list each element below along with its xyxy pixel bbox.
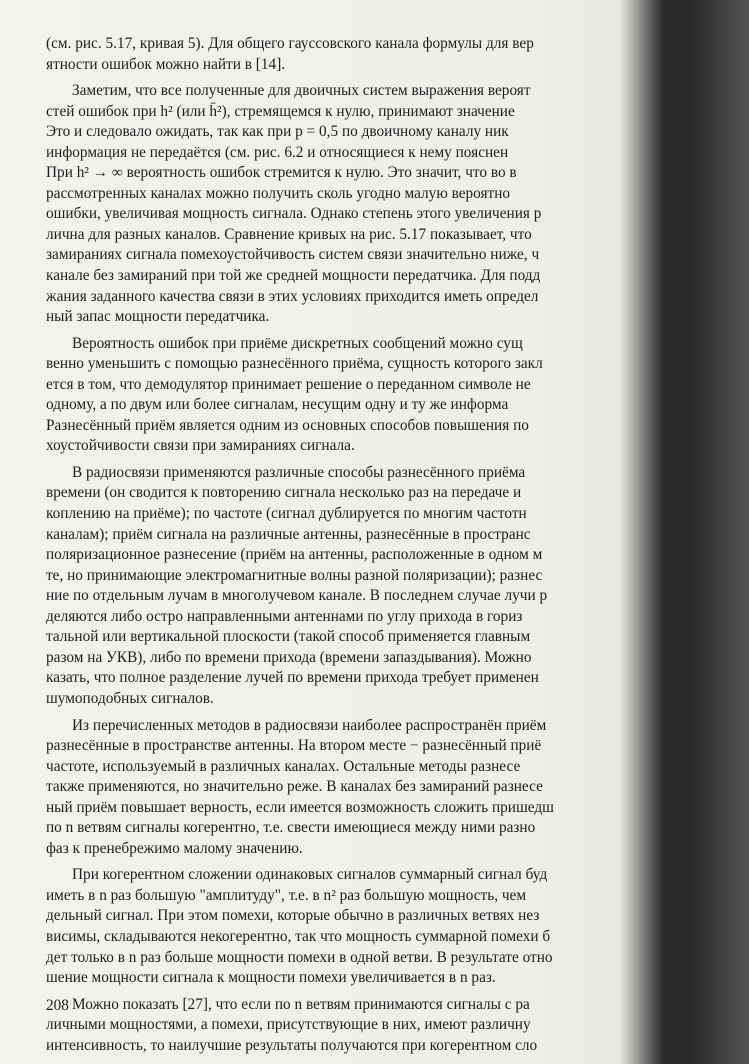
page-body-text (46, 34, 749, 1056)
text-line: Можно показать [27], что если по n ветвям принимаются сигналы с ра (72, 995, 530, 1013)
text-line: коплению на приёме); по частоте (сигнал дублируется по многим частотн (46, 505, 527, 523)
text-line: ние по отдельным лучам в многолучевом канале. В последнем случае лучи р (46, 587, 548, 605)
text-line: каналам); приём сигнала на различные антенны, разнесённые в пространс (46, 525, 531, 543)
text-line: ятности ошибок можно найти в [14]. (46, 55, 286, 73)
text-line: частоте, используемый в различных каналах. Остальные методы разнесе (46, 757, 521, 775)
text-line: дельный сигнал. При этом помехи, которые обычно в различных ветвях нез (46, 907, 540, 925)
text-line: также применяются, но значительно реже. В каналах без замираний разнесе (46, 778, 543, 796)
text-line: ный запас мощности передатчика. (46, 308, 270, 326)
page-number: 208 (46, 997, 69, 1014)
text-line: венно уменьшить с помощью разнесённого приёма, сущность которого закл (46, 355, 543, 373)
paragraph (46, 716, 749, 860)
text-line: При h² → ∞ вероятность ошибок стремится к нулю. Это значит, что во в (46, 164, 517, 182)
text-line: шение мощности сигнала к мощности помехи увеличивается в n раз. (46, 969, 496, 987)
text-line: по n ветвям сигналы когерентно, т.е. свести имеющиеся между ними разно (46, 819, 536, 837)
text-line: иметь в n раз большую "амплитуду", т.е. в n² раз большую мощность, чем (46, 886, 527, 904)
paragraph (46, 865, 749, 988)
text-line: одному, а по двум или более сигналам, несущим одну и ту же информа (46, 396, 509, 414)
text-line: дет только в n раз больше мощности помехи в одной ветви. В результате отно (46, 948, 553, 966)
text-line: интенсивность, то наилучшие результаты получаются при когерентном сло (46, 1036, 538, 1054)
text-line: В радиосвязи применяются различные способы разнесённого приёма (72, 463, 526, 481)
text-line: шумоподобных сигналов. (46, 689, 214, 707)
paragraph (46, 334, 749, 457)
text-line: времени (он сводится к повторению сигнала несколько раз на передаче и (46, 484, 522, 502)
text-line: висимы, складываются некогерентно, так что мощность суммарной помехи б (46, 927, 551, 945)
text-line: лична для разных каналов. Сравнение кривых на рис. 5.17 показывает, что (46, 225, 532, 243)
text-line: замираниях сигнала помехоустойчивость систем связи значительно ниже, ч (46, 246, 540, 264)
text-line: деляются либо остро направленными антеннами по углу прихода в гориз (46, 607, 523, 625)
text-line: ошибки, увеличивая мощность сигнала. Однако степень этого увеличения р (46, 205, 542, 223)
text-line: Вероятность ошибок при приёме дискретных сообщений можно сущ (72, 334, 523, 352)
text-line: Разнесённый приём является одним из основных способов повышения по (46, 416, 529, 434)
text-line: (см. рис. 5.17, кривая 5). Для общего гауссовского канала формулы для вер (46, 35, 534, 52)
text-line: хоустойчивости связи при замираниях сигнала. (46, 437, 355, 455)
paragraph (46, 34, 749, 75)
text-line: тальной или вертикальной плоскости (такой способ применяется главным (46, 628, 531, 646)
text-line: поляризационное разнесение (приём на антенны, расположенные в одном м (46, 546, 543, 564)
text-line: фаз к пренебрежимо малому значению. (46, 839, 303, 857)
text-line: жания заданного качества связи в этих условиях приходится иметь определ (46, 287, 539, 305)
text-line: казать, что полное разделение лучей по времени прихода требует применен (46, 669, 539, 687)
text-line: рассмотренных каналах можно получить сколь угодно малую вероятно (46, 184, 511, 202)
text-line: личными мощностями, а помехи, присутствующие в них, имеют различну (46, 1016, 531, 1034)
paragraph (46, 463, 749, 710)
text-line: При когерентном сложении одинаковых сигналов суммарный сигнал буд (72, 866, 548, 884)
text-line: разнесённые в пространстве антенны. На втором месте − разнесённый приё (46, 737, 542, 755)
text-line: информация не передаётся (см. рис. 6.2 и относящиеся к нему пояснен (46, 143, 509, 161)
paragraph (46, 81, 749, 328)
text-line: ный приём повышает верность, если имеется возможность сложить пришедш (46, 798, 554, 816)
paragraph (46, 995, 749, 1057)
text-line: те, но принимающие электромагнитные волны разной поляризации); разнес (46, 566, 543, 584)
text-line: ется в том, что демодулятор принимает решение о переданном символе не (46, 375, 531, 393)
text-line: Это и следовало ожидать, так как при p = 0,5 по двоичному каналу ник (46, 123, 509, 141)
text-line: Из перечисленных методов в радиосвязи наиболее распространён приём (72, 716, 547, 734)
text-line: Заметим, что все полученные для двоичных систем выражения вероят (72, 82, 531, 100)
text-line: канале без замираний при той же средней мощности передатчика. Для подд (46, 267, 541, 285)
text-line: разом на УКВ), либо по времени прихода (времени запаздывания). Можно (46, 648, 532, 666)
text-line: стей ошибок при h² (или h̄²), стремящемся к нулю, принимают значение (46, 102, 515, 120)
